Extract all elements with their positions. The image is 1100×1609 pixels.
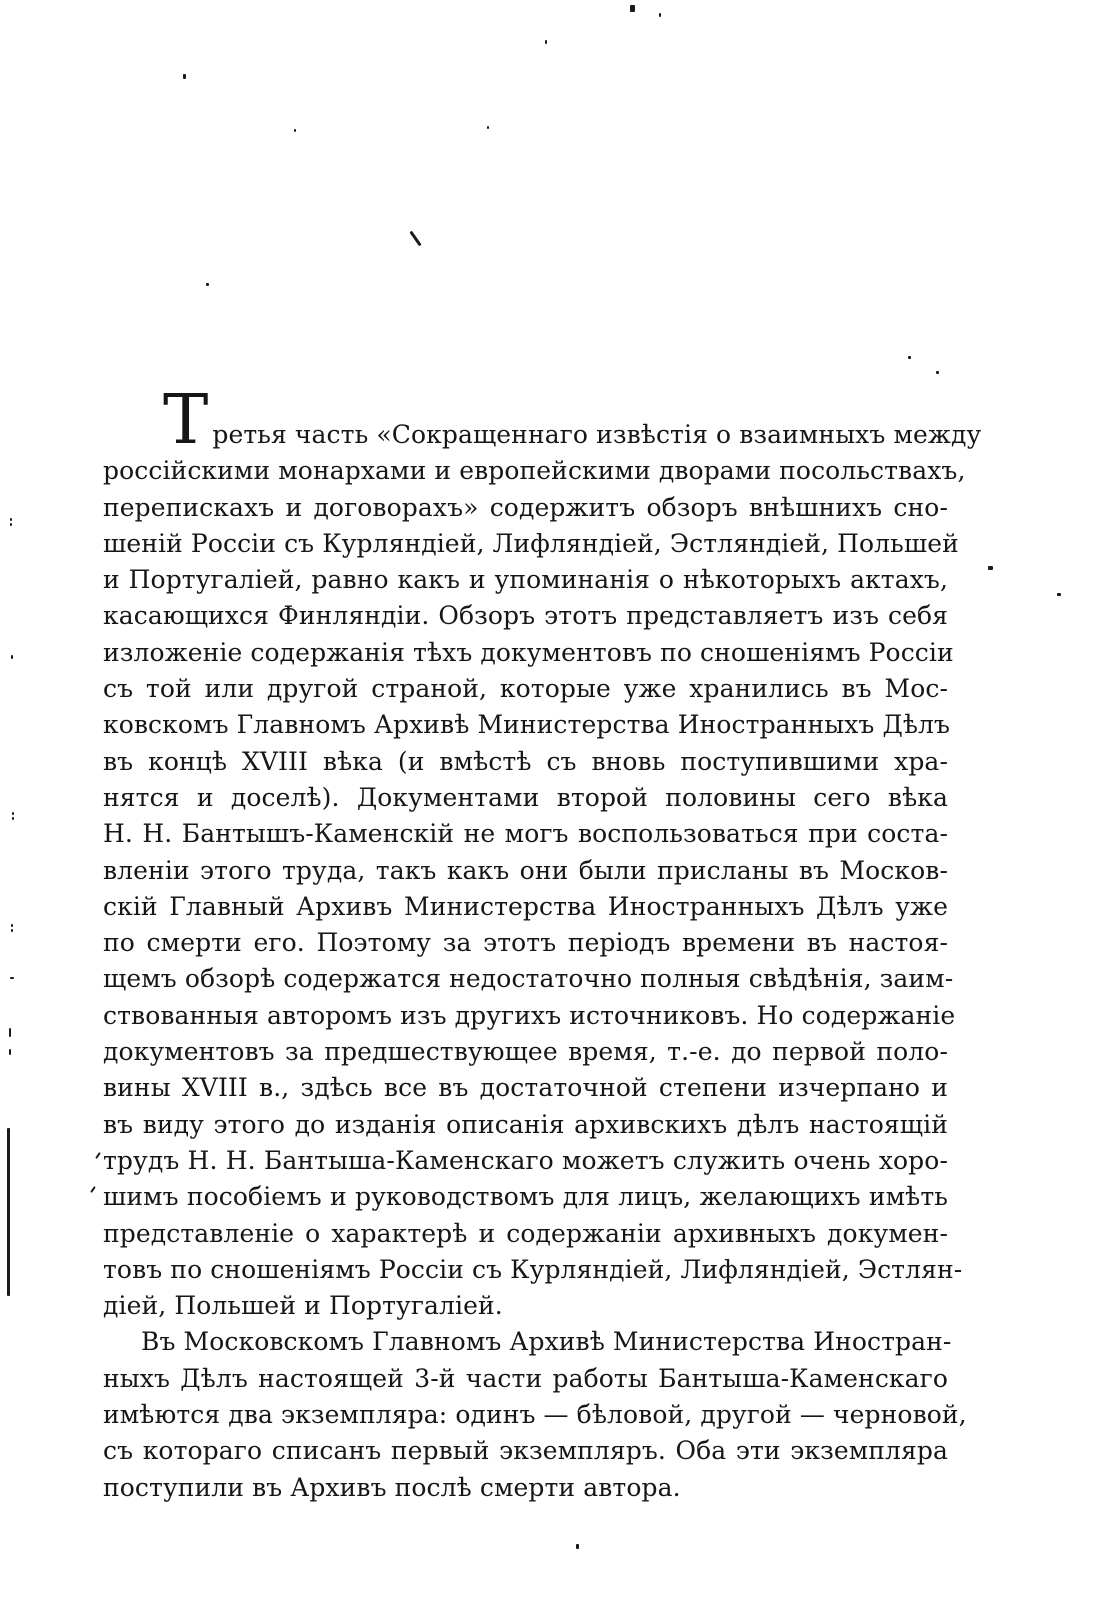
ink-speck: [1057, 593, 1061, 596]
ink-speck: [12, 817, 14, 820]
ink-speck: [576, 1544, 579, 1549]
ink-speck: [206, 283, 209, 286]
text-line: шеній Россіи съ Курляндіей, Лифляндіей, Эстляндіей, Польшей: [103, 528, 959, 558]
ink-speck: [659, 13, 661, 17]
text-line: ныхъ Дѣлъ настоящей 3-й части работы Бантыша-Каменскаго: [103, 1363, 948, 1393]
ink-speck: [9, 1049, 11, 1055]
ink-speck: [183, 74, 186, 79]
ink-speck: [11, 655, 13, 659]
ink-speck: [12, 812, 14, 815]
ink-speck: [630, 5, 635, 12]
text-line: Н. Н. Бантышъ-Каменскій не могъ воспользоваться при соста-: [103, 819, 948, 849]
text-line: съ котораго списанъ первый экземпляръ. Оба эти экземпляра: [103, 1436, 948, 1466]
text-line: діей, Польшей и Португаліей.: [103, 1291, 503, 1321]
ink-speck: [95, 1152, 101, 1159]
text-line: вленіи этого труда, такъ какъ они были присланы въ Москов-: [103, 855, 948, 885]
text-line: въ концѣ XVIII вѣка (и вмѣстѣ съ вновь поступившими хра-: [103, 746, 948, 776]
text-line: россійскими монархами и европейскими дворами посольствахъ,: [103, 456, 966, 486]
text-line: нятся и доселѣ). Документами второй половины сего вѣка: [103, 782, 948, 812]
text-line: съ той или другой страной, которые уже хранились въ Мос-: [103, 674, 948, 704]
paragraph-1: [103, 381, 982, 1324]
page-edge-line: [7, 1128, 10, 1296]
ink-speck: [908, 356, 911, 359]
text-line: документовъ за предшествующее время, т.-е. до первой поло-: [103, 1037, 948, 1067]
text-line: перепискахъ и договорахъ» содержитъ обзоръ внѣшнихъ сно-: [103, 492, 948, 522]
text-line: ствованныя авторомъ изъ другихъ источниковъ. Но содержаніе: [103, 1000, 956, 1030]
ink-speck: [10, 977, 14, 979]
text-line: и Португаліей, равно какъ и упоминанія о нѣкоторыхъ актахъ,: [103, 565, 948, 595]
text-line: товъ по сношеніямъ Россіи съ Курляндіей, Лифляндіей, Эстлян-: [103, 1254, 963, 1284]
text-line: Въ Московскомъ Главномъ Архивѣ Министерства Иностран-: [141, 1327, 952, 1357]
ink-speck: [487, 126, 489, 129]
ink-speck: [936, 371, 939, 374]
text-line: по смерти его. Поэтому за этотъ періодъ времени въ настоя-: [103, 928, 948, 958]
ink-speck: [11, 929, 13, 932]
drop-cap-initial: Т: [163, 381, 209, 460]
ink-speck: [9, 1028, 11, 1037]
ink-speck: [11, 924, 13, 927]
text-line: имѣются два экземпляра: одинъ — бѣловой, другой — черновой,: [103, 1400, 967, 1430]
text-line: поступили въ Архивъ послѣ смерти автора.: [103, 1472, 681, 1502]
text-line: скій Главный Архивъ Министерства Иностранныхъ Дѣлъ уже: [103, 891, 948, 921]
ink-speck: [988, 566, 993, 570]
text-block: [103, 381, 982, 1506]
text-line: Третья часть «Сокращеннаго извѣстія о взаимныхъ между: [163, 381, 982, 460]
pen-stroke: [409, 231, 421, 247]
text-line: щемъ обзорѣ содержатся недостаточно полныя свѣдѣнія, заим-: [103, 964, 954, 994]
text-line: ковскомъ Главномъ Архивѣ Министерства Иностранныхъ Дѣлъ: [103, 710, 951, 740]
text-line: вины XVIII в., здѣсь все въ достаточной степени изчерпано и: [103, 1073, 948, 1103]
ink-speck: [545, 40, 547, 44]
text-line: трудъ Н. Н. Бантыша-Каменскаго можетъ служить очень хоро-: [103, 1145, 948, 1175]
text-line: шимъ пособіемъ и руководствомъ для лицъ, желающихъ имѣть: [103, 1182, 948, 1212]
ink-speck: [10, 518, 12, 521]
text-line: изложеніе содержанія тѣхъ документовъ по сношеніямъ Россіи: [103, 637, 954, 667]
ink-speck: [294, 129, 296, 132]
paragraph-2: [103, 1324, 967, 1505]
text-line: касающихся Финляндіи. Обзоръ этотъ представляетъ изъ себя: [103, 601, 948, 631]
text-line: въ виду этого до изданія описанія архивскихъ дѣлъ настоящій: [103, 1109, 948, 1139]
ink-speck: [10, 523, 12, 526]
ink-speck: [90, 1186, 96, 1193]
text-line: представленіе о характерѣ и содержаніи архивныхъ докумен-: [103, 1218, 948, 1248]
